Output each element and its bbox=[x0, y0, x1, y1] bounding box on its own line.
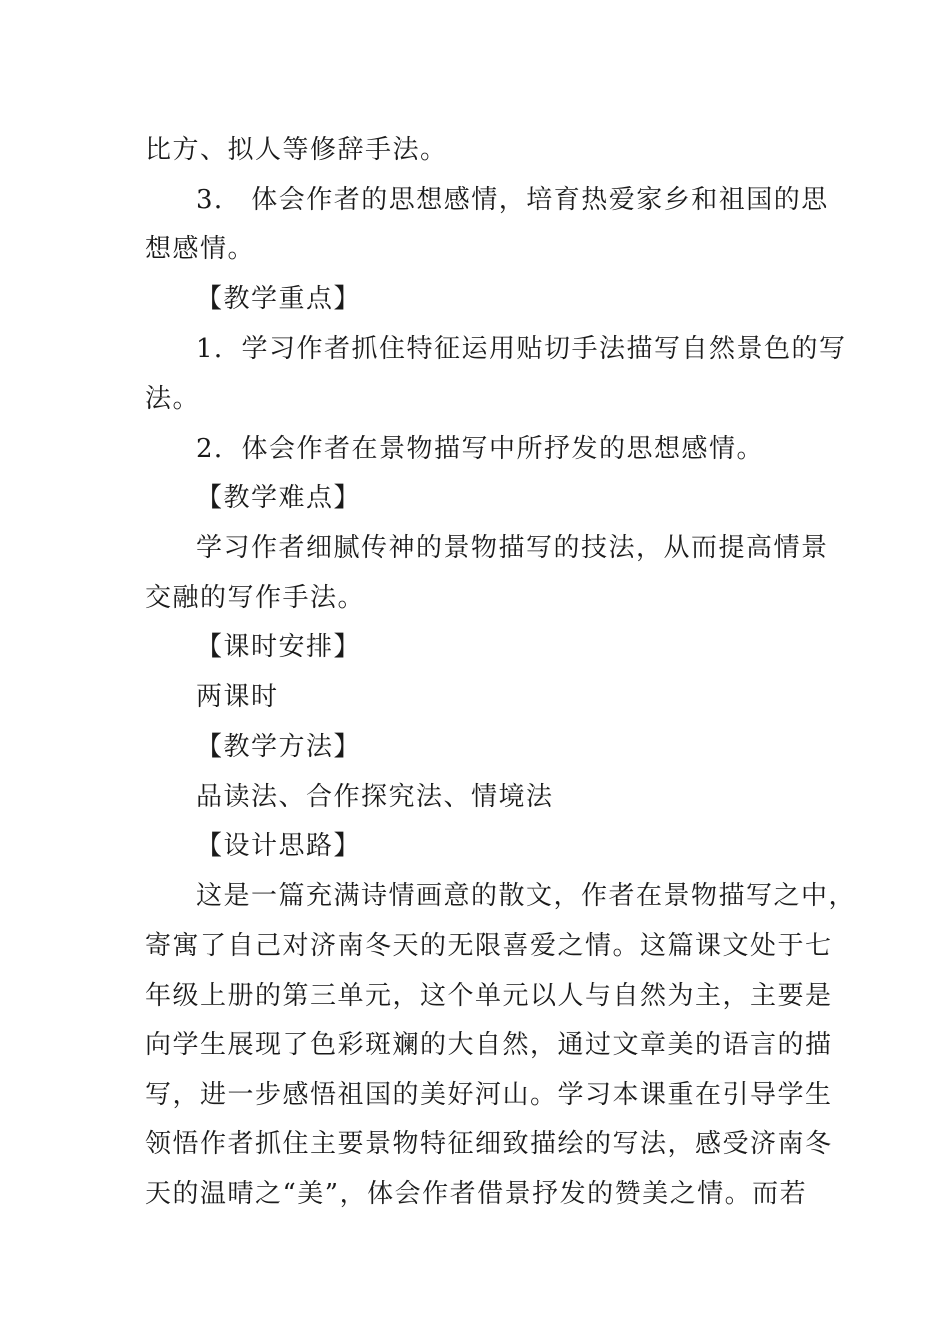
text-line: 想感情。 bbox=[145, 234, 256, 264]
text-line: 2．体会作者在景物描写中所抒发的思想感情。 bbox=[196, 434, 765, 464]
text-line: 3． 体会作者的思想感情，培育热爱家乡和祖国的思 bbox=[196, 185, 829, 215]
section-heading: 【教学重点】 bbox=[196, 284, 362, 314]
text-line: 天的温晴之“美”，体会作者借景抒发的赞美之情。而若 bbox=[145, 1179, 808, 1209]
text-line: 年级上册的第三单元，这个单元以人与自然为主，主要是 bbox=[145, 981, 833, 1011]
section-heading: 【设计思路】 bbox=[196, 831, 362, 861]
text-line: 交融的写作手法。 bbox=[145, 583, 366, 613]
text-line: 两课时 bbox=[196, 682, 279, 712]
text-line: 1．学习作者抓住特征运用贴切手法描写自然景色的写 bbox=[196, 334, 847, 364]
section-heading: 【教学难点】 bbox=[196, 483, 362, 513]
text-line: 领悟作者抓住主要景物特征细致描绘的写法，感受济南冬 bbox=[145, 1129, 833, 1159]
section-heading: 【教学方法】 bbox=[196, 732, 362, 762]
text-line: 比方、拟人等修辞手法。 bbox=[145, 135, 448, 165]
text-line: 写，进一步感悟祖国的美好河山。学习本课重在引导学生 bbox=[145, 1080, 833, 1110]
text-line: 法。 bbox=[145, 384, 201, 414]
section-heading: 【课时安排】 bbox=[196, 632, 362, 662]
text-line: 寄寓了自己对济南冬天的无限喜爱之情。这篇课文处于七 bbox=[145, 931, 833, 961]
text-line: 品读法、合作探究法、情境法 bbox=[196, 782, 554, 812]
text-line: 学习作者细腻传神的景物描写的技法，从而提高情景 bbox=[196, 533, 829, 563]
text-line: 这是一篇充满诗情画意的散文，作者在景物描写之中， bbox=[196, 881, 857, 911]
text-line: 向学生展现了色彩斑斓的大自然，通过文章美的语言的描 bbox=[145, 1030, 833, 1060]
